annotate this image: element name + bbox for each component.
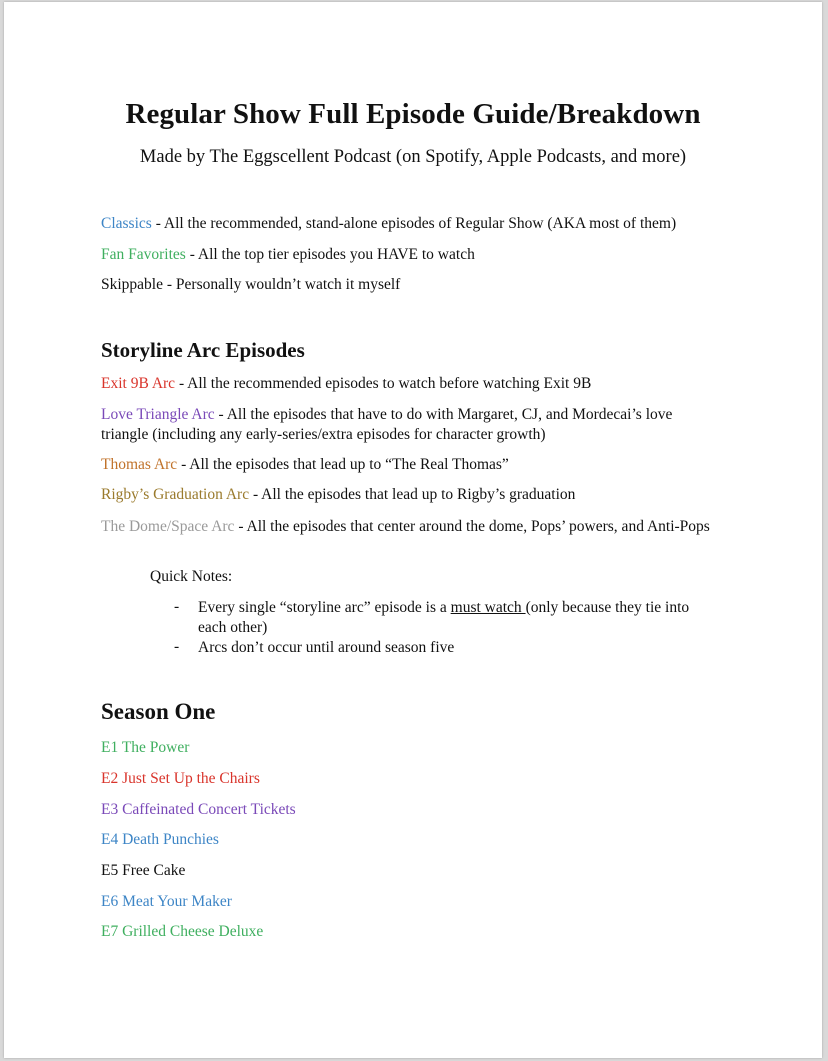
document-subtitle: Made by The Eggscellent Podcast (on Spotify, Apple Podcasts, and more): [139, 147, 687, 167]
legend-desc: - All the recommended, stand-alone episodes of Regular Show (AKA most of them): [151, 215, 677, 232]
arc-love-triangle: [101, 405, 711, 445]
quick-notes-title: Quick Notes:: [150, 568, 233, 585]
arc-label: Thomas Arc: [101, 456, 178, 473]
arc-desc: - All the recommended episodes to watch before watching Exit 9B: [175, 375, 592, 392]
arc-label: Rigby’s Graduation Arc: [101, 486, 250, 503]
legend-skippable: [101, 276, 400, 294]
episode-item: E1 The Power: [101, 739, 190, 756]
arc-label: Love Triangle Arc: [101, 406, 215, 423]
arc-desc: - All the episodes that center around the dome, Pops’ powers, and Anti-Pops: [234, 518, 710, 535]
arc-label: The Dome/Space Arc: [101, 518, 235, 535]
quick-note-2: Arcs don’t occur until around season five: [198, 639, 455, 656]
arc-desc: - All the episodes that lead up to “The Real Thomas”: [177, 456, 509, 473]
legend-fan-favorites: [101, 246, 475, 264]
episode-item: E4 Death Punchies: [101, 831, 219, 848]
episode-item: E6 Meat Your Maker: [101, 893, 232, 910]
episode-item: E3 Caffeinated Concert Tickets: [101, 801, 296, 818]
arc-label: Exit 9B Arc: [101, 375, 176, 392]
legend-label: Classics: [101, 215, 152, 232]
episode-item: E5 Free Cake: [101, 862, 186, 879]
arc-dome-space: [101, 517, 711, 537]
note-emphasis: must watch: [450, 599, 526, 616]
quick-note-1: [198, 598, 710, 638]
arc-desc: - All the episodes that have to do with Margaret, CJ, and Mordecai’s love triangle (including any early-series/extra episodes for character growth): [101, 406, 673, 443]
bullet-dash: -: [174, 638, 180, 655]
section-heading-season-one: Season One: [101, 699, 216, 724]
arc-exit-9b: [101, 375, 591, 393]
legend-desc: - Personally wouldn’t watch it myself: [163, 276, 401, 293]
legend-label: Fan Favorites: [101, 246, 186, 263]
section-heading-arcs: Storyline Arc Episodes: [101, 338, 305, 362]
arc-rigby-graduation: [101, 486, 575, 504]
note-text: Every single “storyline arc” episode is a: [198, 599, 451, 616]
legend-classics: [101, 215, 676, 233]
document-title: Regular Show Full Episode Guide/Breakdown: [125, 98, 701, 130]
episode-item: E7 Grilled Cheese Deluxe: [101, 923, 264, 940]
bullet-dash: -: [174, 598, 180, 615]
note-text: (only because they tie into each other): [198, 599, 690, 636]
arc-desc: - All the episodes that lead up to Rigby’s graduation: [249, 486, 576, 503]
arc-thomas: [101, 456, 509, 474]
legend-desc: - All the top tier episodes you HAVE to watch: [185, 246, 475, 263]
episode-item: E2 Just Set Up the Chairs: [101, 770, 260, 787]
document-page: [4, 2, 822, 1058]
legend-label: Skippable: [101, 276, 163, 293]
